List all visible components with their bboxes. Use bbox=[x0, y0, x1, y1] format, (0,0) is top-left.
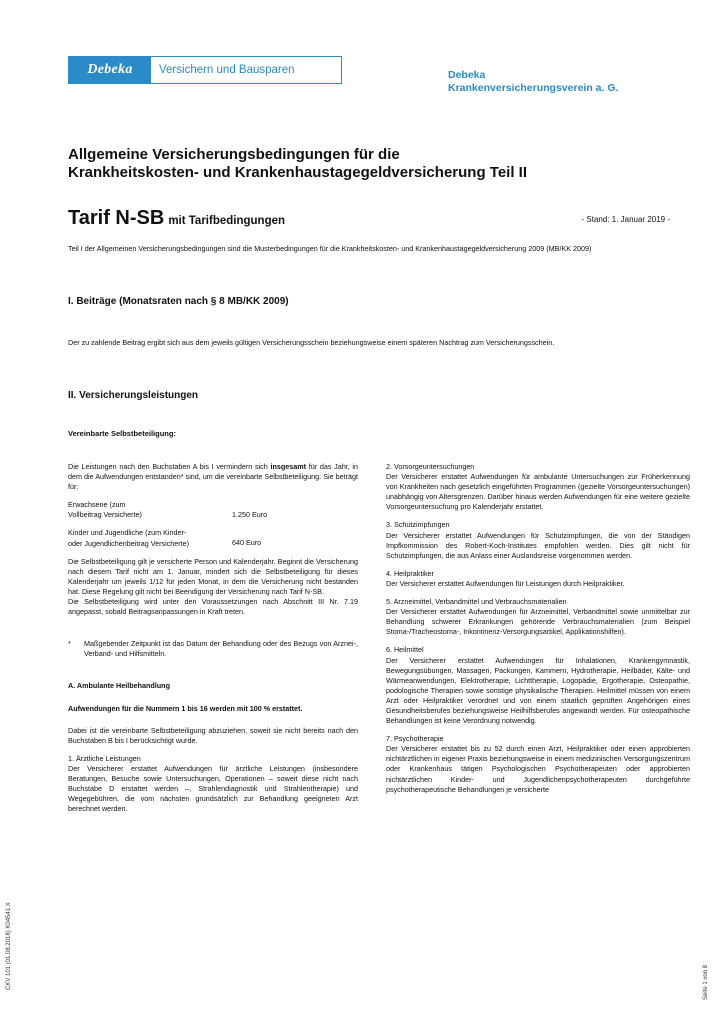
amount-row-children bbox=[68, 528, 358, 548]
item-title: 6. Heilmittel bbox=[386, 645, 424, 655]
item-text: Der Versicherer erstattet Aufwendungen für Arzneimittel, Verbandmittel sowie unmittelbar zur Behandlung schwerer Erkrankungen gehörende Verbrauchsmaterialien (zum Beispiel Stoma-/Tracheostoma-, Inkontinenz-Versorgungsartikel, Applikationshilfen). bbox=[386, 607, 690, 637]
item-1-text: Der Versicherer erstattet Aufwendungen für ärztliche Leistungen (insbesondere Beratungen, Besuche sowie Untersuchungen, Operationen – soweit diese nicht nach Buchstabe D erstattet werden –, Strahlendiagnostik und Strahlentherapie) und Wegegebühren, die vom nächsten grundsätzlich zur Behandlung geeigneten Arzt berechnet werden. bbox=[68, 763, 358, 814]
amount-label: Erwachsene (zum Vollbeitrag Versicherte) bbox=[68, 500, 142, 520]
title-line-2: Krankheitskosten- und Krankenhaustagegeldversicherung Teil II bbox=[68, 164, 528, 181]
company-line-1: Debeka bbox=[448, 69, 486, 81]
item-text: Der Versicherer erstattet Aufwendungen für Inhalationen, Krankengymnastik, Bewegungsübungen, Massagen, Packungen, Kammern, Hydrotherapie, Heilbäder, Kälte- und Wärmeanwendungen, Elektrotherapie, Lichttherapie, Logopädie, Ergotherapie, Osteopathie, podologische Therapien sowie sonstige physikalische Therapien. Heilmittel müssen von einem Arzt oder Heilpraktiker verordnet und von einem staatlich geprüften Angehörigen eines Gesundheitsberufes beziehungsweise Heilhilfsberufes angewandt werden. Für osteopathische Behandlungen ist keine Verordnung notwendig. bbox=[386, 655, 690, 726]
selbstbeteiligung-adjustment: Die Selbstbeteiligung wird unter den Voraussetzungen nach Abschnitt III Nr. 7.19 angepasst, sobald Beitragsanpassungen in Kraft treten. bbox=[68, 597, 358, 617]
logo-slogan: Versichern und Bausparen bbox=[159, 64, 295, 76]
item-1-title: 1. Ärztliche Leistungen bbox=[68, 753, 141, 763]
item-title: 5. Arzneimittel, Verbandmittel und Verbrauchsmaterialien bbox=[386, 597, 567, 607]
tarif-suffix: mit Tarifbedingungen bbox=[168, 215, 286, 227]
amount-label: Kinder und Jugendliche (zum Kinder- oder Jugendlichenbeitrag Versicherte) bbox=[68, 528, 190, 548]
item-title: 7. Psychotherapie bbox=[386, 734, 444, 744]
page-number: Seite 1 von 8 bbox=[703, 964, 709, 1000]
document-title bbox=[68, 146, 668, 182]
item-text: Der Versicherer erstattet Aufwendungen für ambulante Untersuchungen zur Früherkennung von Krankheiten nach gesetzlich eingeführten Programmen (gezielte Vorsorgeuntersuchungen) unabhängig von Altersgrenzen. Darüber hinaus werden Aufwendungen für eine weitere gezielte Vorsorgeuntersuchung pro Kalenderjahr erstattet. bbox=[386, 472, 690, 512]
section-2-heading: II. Versicherungsleistungen bbox=[68, 390, 199, 401]
item-text: Der Versicherer erstattet Aufwendungen für Schutzimpfungen, die von der Ständigen Impfkommission des Robert-Koch-Institutes empfohlen werden. Dies gilt nicht für Schutzimpfungen, die aus Anlass einer Auslandsreise vorgenommen werden. bbox=[386, 530, 690, 560]
selbstbeteiligung-paragraph: Die Leistungen nach den Buchstaben A bis I vermindern sich insgesamt für das Jahr, in dem die Aufwendungen entstanden* sind, um die vereinbarte Selbstbeteiligung. Sie beträgt für: bbox=[68, 462, 359, 492]
form-code: CKV 101 (01.08.2018) K04541 X bbox=[6, 902, 12, 990]
left-column bbox=[68, 462, 358, 822]
footnote bbox=[68, 639, 358, 659]
company-name bbox=[448, 69, 618, 95]
item-text: Der Versicherer erstattet Aufwendungen für Leistungen durch Heilpraktiker. bbox=[386, 578, 625, 588]
tarif-name: Tarif N-SB bbox=[68, 207, 165, 229]
section-a-heading: A. Ambulante Heilbehandlung bbox=[68, 681, 170, 691]
item-text: Der Versicherer erstattet bis zu 52 durch einen Arzt, Heilpraktiker oder einen approbierten nichtärztlichen in eigener Praxis beziehungsweise in einem medizinischen Versorgungszentrum oder Krankenhaus tätigen Psychologischen Psychotherapeuten oder approbierten nichtärztlichen Kinder- und Jugendlichenpsychotherapeuten durchgeführte psychotherapeutische Behandlungen je versicherte bbox=[386, 744, 690, 794]
debeka-logo bbox=[68, 56, 342, 84]
amount-row-adults bbox=[68, 500, 358, 520]
section-a-refund-note: Aufwendungen für die Nummern 1 bis 16 werden mit 100 % erstattet. bbox=[68, 703, 303, 713]
section-a-text: Dabei ist die vereinbarte Selbstbeteiligung abzuziehen, soweit sie nicht bereits nach den Buchstaben B bis I berücksichtigt wurde. bbox=[68, 725, 358, 745]
amount-value: 1.250 Euro bbox=[232, 510, 268, 520]
selbstbeteiligung-rule: Die Selbstbeteiligung gilt je versicherte Person und Kalenderjahr. Beginnt die Versicherung nach diesem Tarif nicht am 1. Januar, mindert sich die Selbstbeteiligung für dieses Kalenderjahr um jeweils 1/12 für jeden Monat, in dem die Versicherung nicht bestanden hat. Diese Regelung gilt nicht bei Beendigung der Versicherung nach Tarif N-SB. bbox=[68, 556, 358, 596]
company-line-2: Krankenversicherungsverein a. G. bbox=[448, 82, 619, 94]
amount-value: 640 Euro bbox=[232, 538, 262, 548]
right-column bbox=[386, 462, 690, 803]
item-title: 2. Vorsorgeuntersuchungen bbox=[386, 462, 475, 471]
section-1-text: Der zu zahlende Beitrag ergibt sich aus dem jeweils gültigen Versicherungsschein beziehungsweise einem späteren Nachtrag zum Versicherungsschein. bbox=[68, 338, 555, 347]
intro-text: Teil I der Allgemeinen Versicherungsbedingungen sind die Musterbedingungen für die Krankheitskosten- und Krankenhaustagegeldversicherung 2009 (MB/KK 2009) bbox=[68, 244, 592, 253]
item-7 bbox=[386, 734, 690, 795]
item-4 bbox=[386, 569, 690, 589]
section-1-heading: I. Beiträge (Monatsraten nach § 8 MB/KK 2009) bbox=[68, 296, 289, 307]
tarif-heading bbox=[68, 206, 285, 233]
stand-date: - Stand: 1. Januar 2019 - bbox=[581, 215, 670, 224]
footnote-mark: * bbox=[68, 639, 71, 649]
item-3 bbox=[386, 520, 690, 560]
item-title: 3. Schutzimpfungen bbox=[386, 520, 450, 530]
item-2 bbox=[386, 462, 690, 512]
debeka-logo-mark: Debeka bbox=[69, 57, 151, 83]
title-line-1: Allgemeine Versicherungsbedingungen für die bbox=[68, 146, 400, 163]
footnote-text: Maßgebender Zeitpunkt ist das Datum der Behandlung oder des Bezugs von Arznei-, Verband- und Hilfsmitteln. bbox=[84, 639, 358, 659]
item-title: 4. Heilpraktiker bbox=[386, 568, 434, 578]
item-6 bbox=[386, 645, 690, 726]
item-5 bbox=[386, 597, 690, 637]
item-1 bbox=[68, 754, 358, 815]
selbstbeteiligung-heading: Vereinbarte Selbstbeteiligung: bbox=[68, 429, 176, 438]
